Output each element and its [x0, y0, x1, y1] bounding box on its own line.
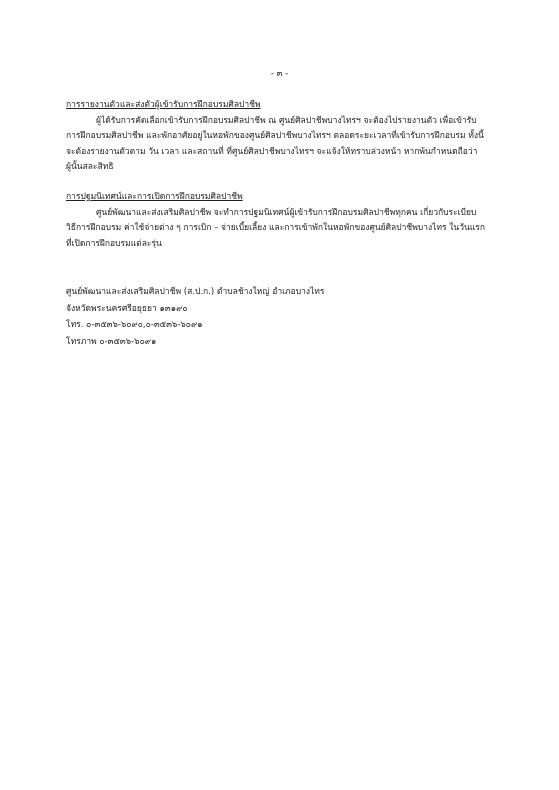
section-heading: การรายงานตัวและส่งตัวผู้เข้ารับการฝึกอบรมศิลปาชีพ: [66, 100, 261, 110]
contact-fax: โทรภาพ ๐-๓๕๓๖-๖๐๙๑: [66, 336, 157, 347]
body-line: วิธีการฝึกอบรม ค่าใช้จ่ายต่าง ๆ การเบิก – จ่ายเบี้ยเลี้ยง และการเข้าพักในหอพักของศูนย์ศิลปาชีพบางไทร ในวันแรก: [66, 223, 486, 233]
contact-block: [66, 284, 496, 350]
body-line: ศูนย์พัฒนาและส่งเสริมศิลปาชีพ จะทำการปฐมนิเทศน์ผู้เข้ารับการฝึกอบรมศิลปาชีพทุกคน เกี่ยวกับระเบียบ: [96, 207, 477, 218]
contact-address: ศูนย์พัฒนาและส่งเสริมศิลปาชีพ (ส.ป.ก.) ตำบลช้างใหญ่ อำเภอบางไทร: [66, 287, 325, 297]
section-orientation: [66, 190, 496, 252]
section-body: [66, 206, 496, 253]
page-number: - ๓ -: [270, 69, 289, 79]
section-heading: การปฐมนิเทศน์และการเปิดการฝึกอบรมศิลปาชีพ: [66, 192, 243, 202]
body-line: จะต้องรายงานตัวตาม วัน เวลา และสถานที่ ที่ศูนย์ศิลปาชีพบางไทรฯ จะแจ้งให้ทราบล่วงหน้า หากพ้นกำหนดถือว่า: [66, 146, 478, 157]
contact-phone: โทร. ๐-๓๕๓๖-๖๐๙๐,๐-๓๕๓๖-๖๐๙๑: [66, 320, 203, 330]
contact-province: จังหวัดพระนครศรีอยุธยา ๑๓๑๙๐: [66, 303, 188, 314]
body-line: ผู้ได้รับการคัดเลือกเข้ารับการฝึกอบรมศิลปาชีพ ณ ศูนย์ศิลปาชีพบางไทรฯ จะต้องไปรายงานตัว เพื่อเข้ารับ: [96, 115, 477, 126]
body-line: ผู้นั้นสละสิทธิ: [66, 162, 114, 172]
body-line: การฝึกอบรมศิลปาชีพ และพักอาศัยอยู่ในหอพักของศูนย์ศิลปาชีพบางไทรฯ ตลอดระยะเวลาที่เข้ารับการฝึกอบรม ทั้งนี้: [66, 131, 484, 141]
section-reporting: [66, 98, 496, 176]
section-body: [66, 114, 496, 176]
body-line: ที่เปิดการฝึกอบรมแต่ละรุ่น: [66, 238, 162, 249]
